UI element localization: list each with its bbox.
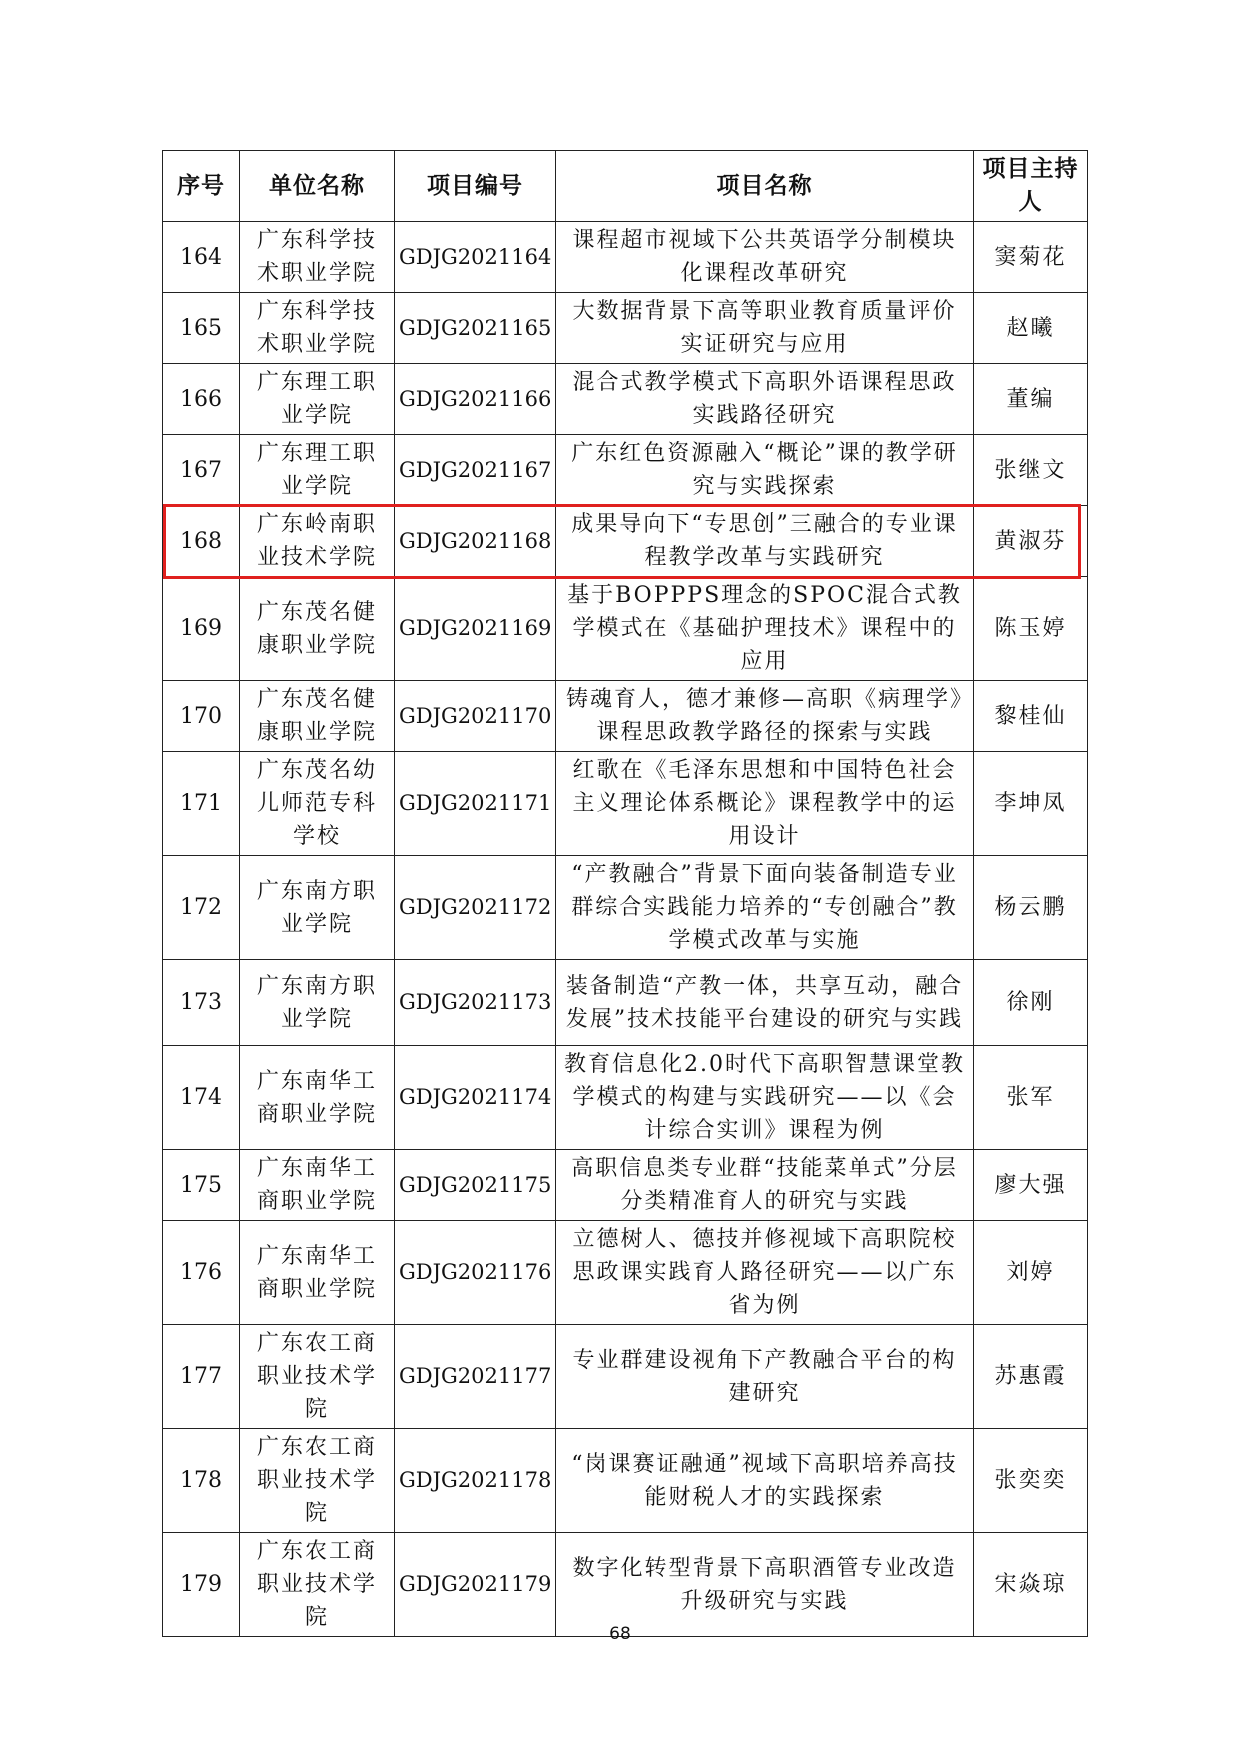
cell-project-title: 立德树人、德技并修视域下高职院校思政课实践育人路径研究——以广东省为例 [556, 1221, 974, 1325]
cell-project-title: 教育信息化2.0时代下高职智慧课堂教学模式的构建与实践研究——以《会计综合实训》课程为例 [556, 1046, 974, 1150]
cell-unit-name: 广东茂名健康职业学院 [240, 681, 395, 752]
cell-project-code: GDJG2021164 [395, 222, 556, 293]
cell-unit-name: 广东农工商职业技术学院 [240, 1325, 395, 1429]
table-row [163, 293, 1088, 364]
cell-project-title: 大数据背景下高等职业教育质量评价实证研究与应用 [556, 293, 974, 364]
table-row [163, 435, 1088, 506]
cell-unit-name: 广东科学技术职业学院 [240, 293, 395, 364]
cell-project-host: 苏惠霞 [974, 1325, 1088, 1429]
cell-serial-number: 167 [163, 435, 240, 506]
cell-project-host: 张奕奕 [974, 1429, 1088, 1533]
table-row [163, 577, 1088, 681]
cell-unit-name: 广东茂名幼儿师范专科学校 [240, 752, 395, 856]
cell-project-code: GDJG2021171 [395, 752, 556, 856]
cell-project-title: 铸魂育人，德才兼修—高职《病理学》课程思政教学路径的探索与实践 [556, 681, 974, 752]
cell-serial-number: 178 [163, 1429, 240, 1533]
table-row [163, 506, 1088, 577]
cell-unit-name: 广东南华工商职业学院 [240, 1046, 395, 1150]
cell-project-title: “产教融合”背景下面向装备制造专业群综合实践能力培养的“专创融合”教学模式改革与实施 [556, 856, 974, 960]
cell-unit-name: 广东农工商职业技术学院 [240, 1429, 395, 1533]
table-header-row [163, 151, 1088, 222]
cell-serial-number: 169 [163, 577, 240, 681]
cell-unit-name: 广东农工商职业技术学院 [240, 1533, 395, 1637]
page-number: 68 [609, 1624, 631, 1644]
cell-project-code: GDJG2021176 [395, 1221, 556, 1325]
header-unit-name: 单位名称 [240, 151, 395, 222]
table-row [163, 1046, 1088, 1150]
table-row [163, 222, 1088, 293]
cell-serial-number: 175 [163, 1150, 240, 1221]
cell-project-code: GDJG2021168 [395, 506, 556, 577]
table-row [163, 752, 1088, 856]
table-row [163, 1533, 1088, 1637]
cell-unit-name: 广东茂名健康职业学院 [240, 577, 395, 681]
cell-project-code: GDJG2021167 [395, 435, 556, 506]
cell-project-code: GDJG2021165 [395, 293, 556, 364]
cell-project-code: GDJG2021177 [395, 1325, 556, 1429]
cell-serial-number: 179 [163, 1533, 240, 1637]
cell-serial-number: 177 [163, 1325, 240, 1429]
cell-serial-number: 176 [163, 1221, 240, 1325]
table-row [163, 1150, 1088, 1221]
cell-project-title: 课程超市视域下公共英语学分制模块化课程改革研究 [556, 222, 974, 293]
cell-project-host: 董编 [974, 364, 1088, 435]
cell-serial-number: 168 [163, 506, 240, 577]
header-project-code: 项目编号 [395, 151, 556, 222]
cell-project-host: 陈玉婷 [974, 577, 1088, 681]
cell-project-code: GDJG2021166 [395, 364, 556, 435]
table-row [163, 681, 1088, 752]
cell-project-host: 黎桂仙 [974, 681, 1088, 752]
cell-project-title: 装备制造“产教一体，共享互动，融合发展”技术技能平台建设的研究与实践 [556, 960, 974, 1046]
header-serial-number: 序号 [163, 151, 240, 222]
table-row [163, 1325, 1088, 1429]
cell-project-title: 基于BOPPPS理念的SPOC混合式教学模式在《基础护理技术》课程中的应用 [556, 577, 974, 681]
cell-project-title: 高职信息类专业群“技能菜单式”分层分类精准育人的研究与实践 [556, 1150, 974, 1221]
table-row [163, 856, 1088, 960]
cell-project-code: GDJG2021174 [395, 1046, 556, 1150]
table-row [163, 960, 1088, 1046]
cell-serial-number: 174 [163, 1046, 240, 1150]
cell-unit-name: 广东南方职业学院 [240, 856, 395, 960]
cell-project-code: GDJG2021170 [395, 681, 556, 752]
cell-project-code: GDJG2021178 [395, 1429, 556, 1533]
cell-project-host: 黄淑芬 [974, 506, 1088, 577]
cell-project-host: 徐刚 [974, 960, 1088, 1046]
cell-project-title: 混合式教学模式下高职外语课程思政实践路径研究 [556, 364, 974, 435]
cell-project-host: 廖大强 [974, 1150, 1088, 1221]
cell-project-host: 张军 [974, 1046, 1088, 1150]
cell-project-host: 刘婷 [974, 1221, 1088, 1325]
cell-project-code: GDJG2021173 [395, 960, 556, 1046]
header-project-title: 项目名称 [556, 151, 974, 222]
table-row [163, 364, 1088, 435]
cell-project-title: “岗课赛证融通”视域下高职培养高技能财税人才的实践探索 [556, 1429, 974, 1533]
table-row [163, 1429, 1088, 1533]
cell-project-host: 杨云鹏 [974, 856, 1088, 960]
cell-serial-number: 165 [163, 293, 240, 364]
cell-project-host: 窦菊花 [974, 222, 1088, 293]
cell-unit-name: 广东南方职业学院 [240, 960, 395, 1046]
cell-project-title: 数字化转型背景下高职酒管专业改造升级研究与实践 [556, 1533, 974, 1637]
cell-project-host: 赵曦 [974, 293, 1088, 364]
cell-project-title: 专业群建设视角下产教融合平台的构建研究 [556, 1325, 974, 1429]
cell-project-host: 张继文 [974, 435, 1088, 506]
cell-serial-number: 173 [163, 960, 240, 1046]
cell-project-code: GDJG2021172 [395, 856, 556, 960]
cell-project-title: 广东红色资源融入“概论”课的教学研究与实践探索 [556, 435, 974, 506]
cell-serial-number: 166 [163, 364, 240, 435]
cell-project-code: GDJG2021175 [395, 1150, 556, 1221]
cell-project-host: 宋焱琼 [974, 1533, 1088, 1637]
cell-unit-name: 广东理工职业学院 [240, 435, 395, 506]
cell-project-code: GDJG2021169 [395, 577, 556, 681]
cell-unit-name: 广东南华工商职业学院 [240, 1150, 395, 1221]
cell-project-code: GDJG2021179 [395, 1533, 556, 1637]
cell-serial-number: 172 [163, 856, 240, 960]
cell-project-title: 红歌在《毛泽东思想和中国特色社会主义理论体系概论》课程教学中的运用设计 [556, 752, 974, 856]
cell-project-title: 成果导向下“专思创”三融合的专业课程教学改革与实践研究 [556, 506, 974, 577]
cell-project-host: 李坤凤 [974, 752, 1088, 856]
table-body [163, 222, 1088, 1637]
cell-serial-number: 164 [163, 222, 240, 293]
cell-serial-number: 171 [163, 752, 240, 856]
header-project-host: 项目主持人 [974, 151, 1088, 222]
cell-unit-name: 广东科学技术职业学院 [240, 222, 395, 293]
cell-unit-name: 广东南华工商职业学院 [240, 1221, 395, 1325]
project-table [162, 150, 1088, 1637]
cell-serial-number: 170 [163, 681, 240, 752]
cell-unit-name: 广东理工职业学院 [240, 364, 395, 435]
table-row [163, 1221, 1088, 1325]
cell-unit-name: 广东岭南职业技术学院 [240, 506, 395, 577]
